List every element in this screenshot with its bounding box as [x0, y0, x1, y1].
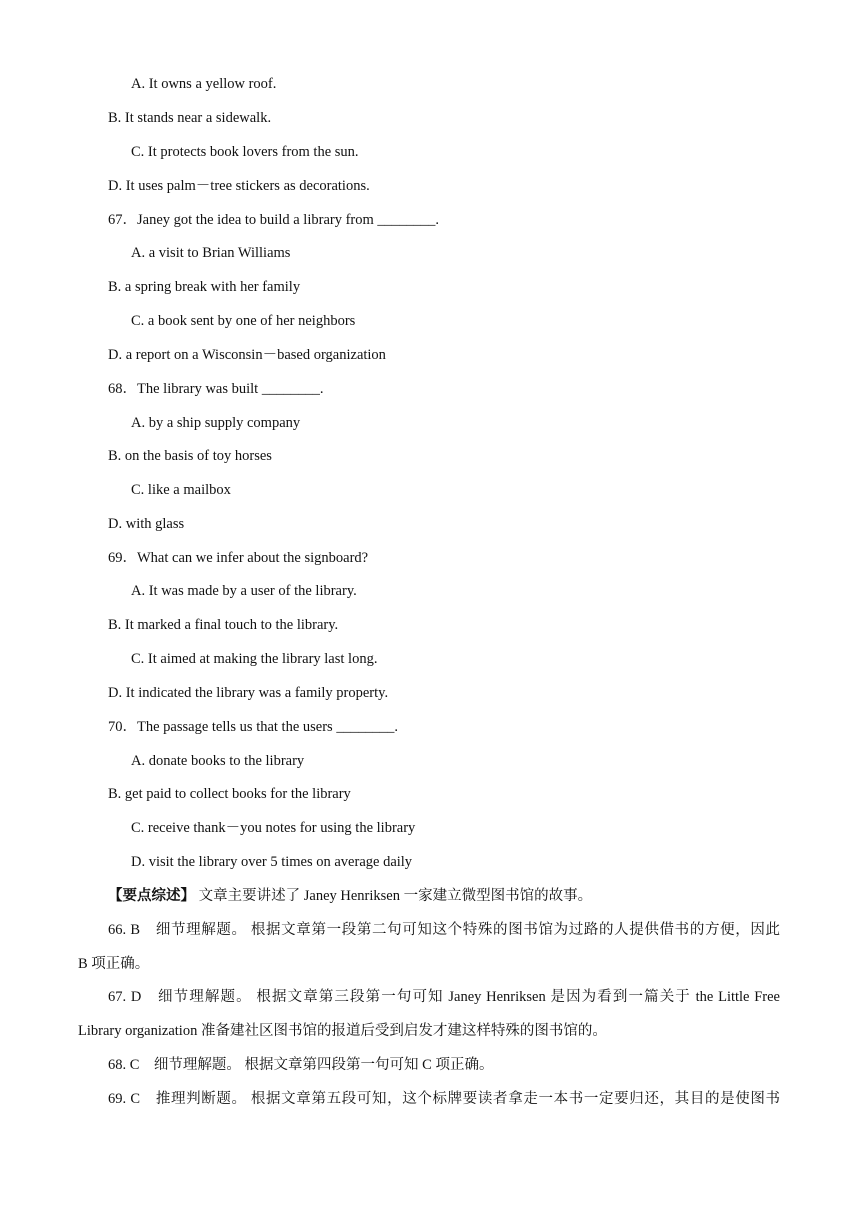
q69-option-c: C. It aimed at making the library last long.: [131, 651, 378, 667]
q66-option-c: C. It protects book lovers from the sun.: [131, 144, 359, 160]
summary-line: [108, 886, 592, 906]
q66-option-a: A. It owns a yellow roof.: [131, 76, 277, 92]
q70-stem: 70．The passage tells us that the users ________.: [108, 719, 398, 735]
q68-option-d: D. with glass: [108, 516, 185, 532]
q66-option-d: D. It uses palm－tree stickers as decorations.: [108, 178, 370, 194]
q67-option-a: A. a visit to Brian Williams: [131, 245, 291, 261]
q66-option-b: B. It stands near a sidewalk.: [108, 110, 272, 126]
q69-stem: 69．What can we infer about the signboard?: [108, 550, 369, 566]
q68-stem: 68．The library was built ________.: [108, 381, 324, 397]
answer-67-line2: Library organization 准备建社区图书馆的报道后受到启发才建这样特殊的图书馆的。: [78, 1023, 607, 1039]
q69-option-b: B. It marked a final touch to the library.: [108, 617, 339, 633]
q70-option-c: C. receive thank－you notes for using the library: [131, 820, 416, 836]
q69-option-d: D. It indicated the library was a family property.: [108, 685, 389, 701]
summary-text: 文章主要讲述了 Janey Henriksen 一家建立微型图书馆的故事。: [198, 888, 593, 904]
q67-stem: 67．Janey got the idea to build a library from ________.: [108, 212, 440, 228]
q68-option-a: A. by a ship supply company: [131, 415, 301, 431]
q70-option-b: B. get paid to collect books for the library: [108, 786, 351, 802]
summary-label: 【要点综述】: [108, 888, 195, 904]
answer-69-line1: 69. C 推理判断题。 根据文章第五段可知，这个标牌要读者拿走一本书一定要归还，其目的是使图书: [108, 1091, 780, 1107]
q67-option-d: D. a report on a Wisconsin－based organization: [108, 347, 386, 363]
answer-67-line1: 67. D 细节理解题。 根据文章第三段第一句可知 Janey Henriksen 是因为看到一篇关于 the Little Free: [108, 989, 780, 1005]
q70-option-d: D. visit the library over 5 times on average daily: [131, 854, 413, 870]
answer-66-line2: B 项正确。: [78, 956, 150, 972]
q68-option-c: C. like a mailbox: [131, 482, 231, 498]
q70-option-a: A. donate books to the library: [131, 753, 305, 769]
answer-68-line1: 68. C 细节理解题。 根据文章第四段第一句可知 C 项正确。: [108, 1057, 494, 1073]
q68-option-b: B. on the basis of toy horses: [108, 448, 272, 464]
q67-option-c: C. a book sent by one of her neighbors: [131, 313, 356, 329]
q67-option-b: B. a spring break with her family: [108, 279, 301, 295]
q69-option-a: A. It was made by a user of the library.: [131, 583, 357, 599]
answer-66-line1: 66. B 细节理解题。 根据文章第一段第二句可知这个特殊的图书馆为过路的人提供借书的方便，因此: [108, 922, 780, 938]
